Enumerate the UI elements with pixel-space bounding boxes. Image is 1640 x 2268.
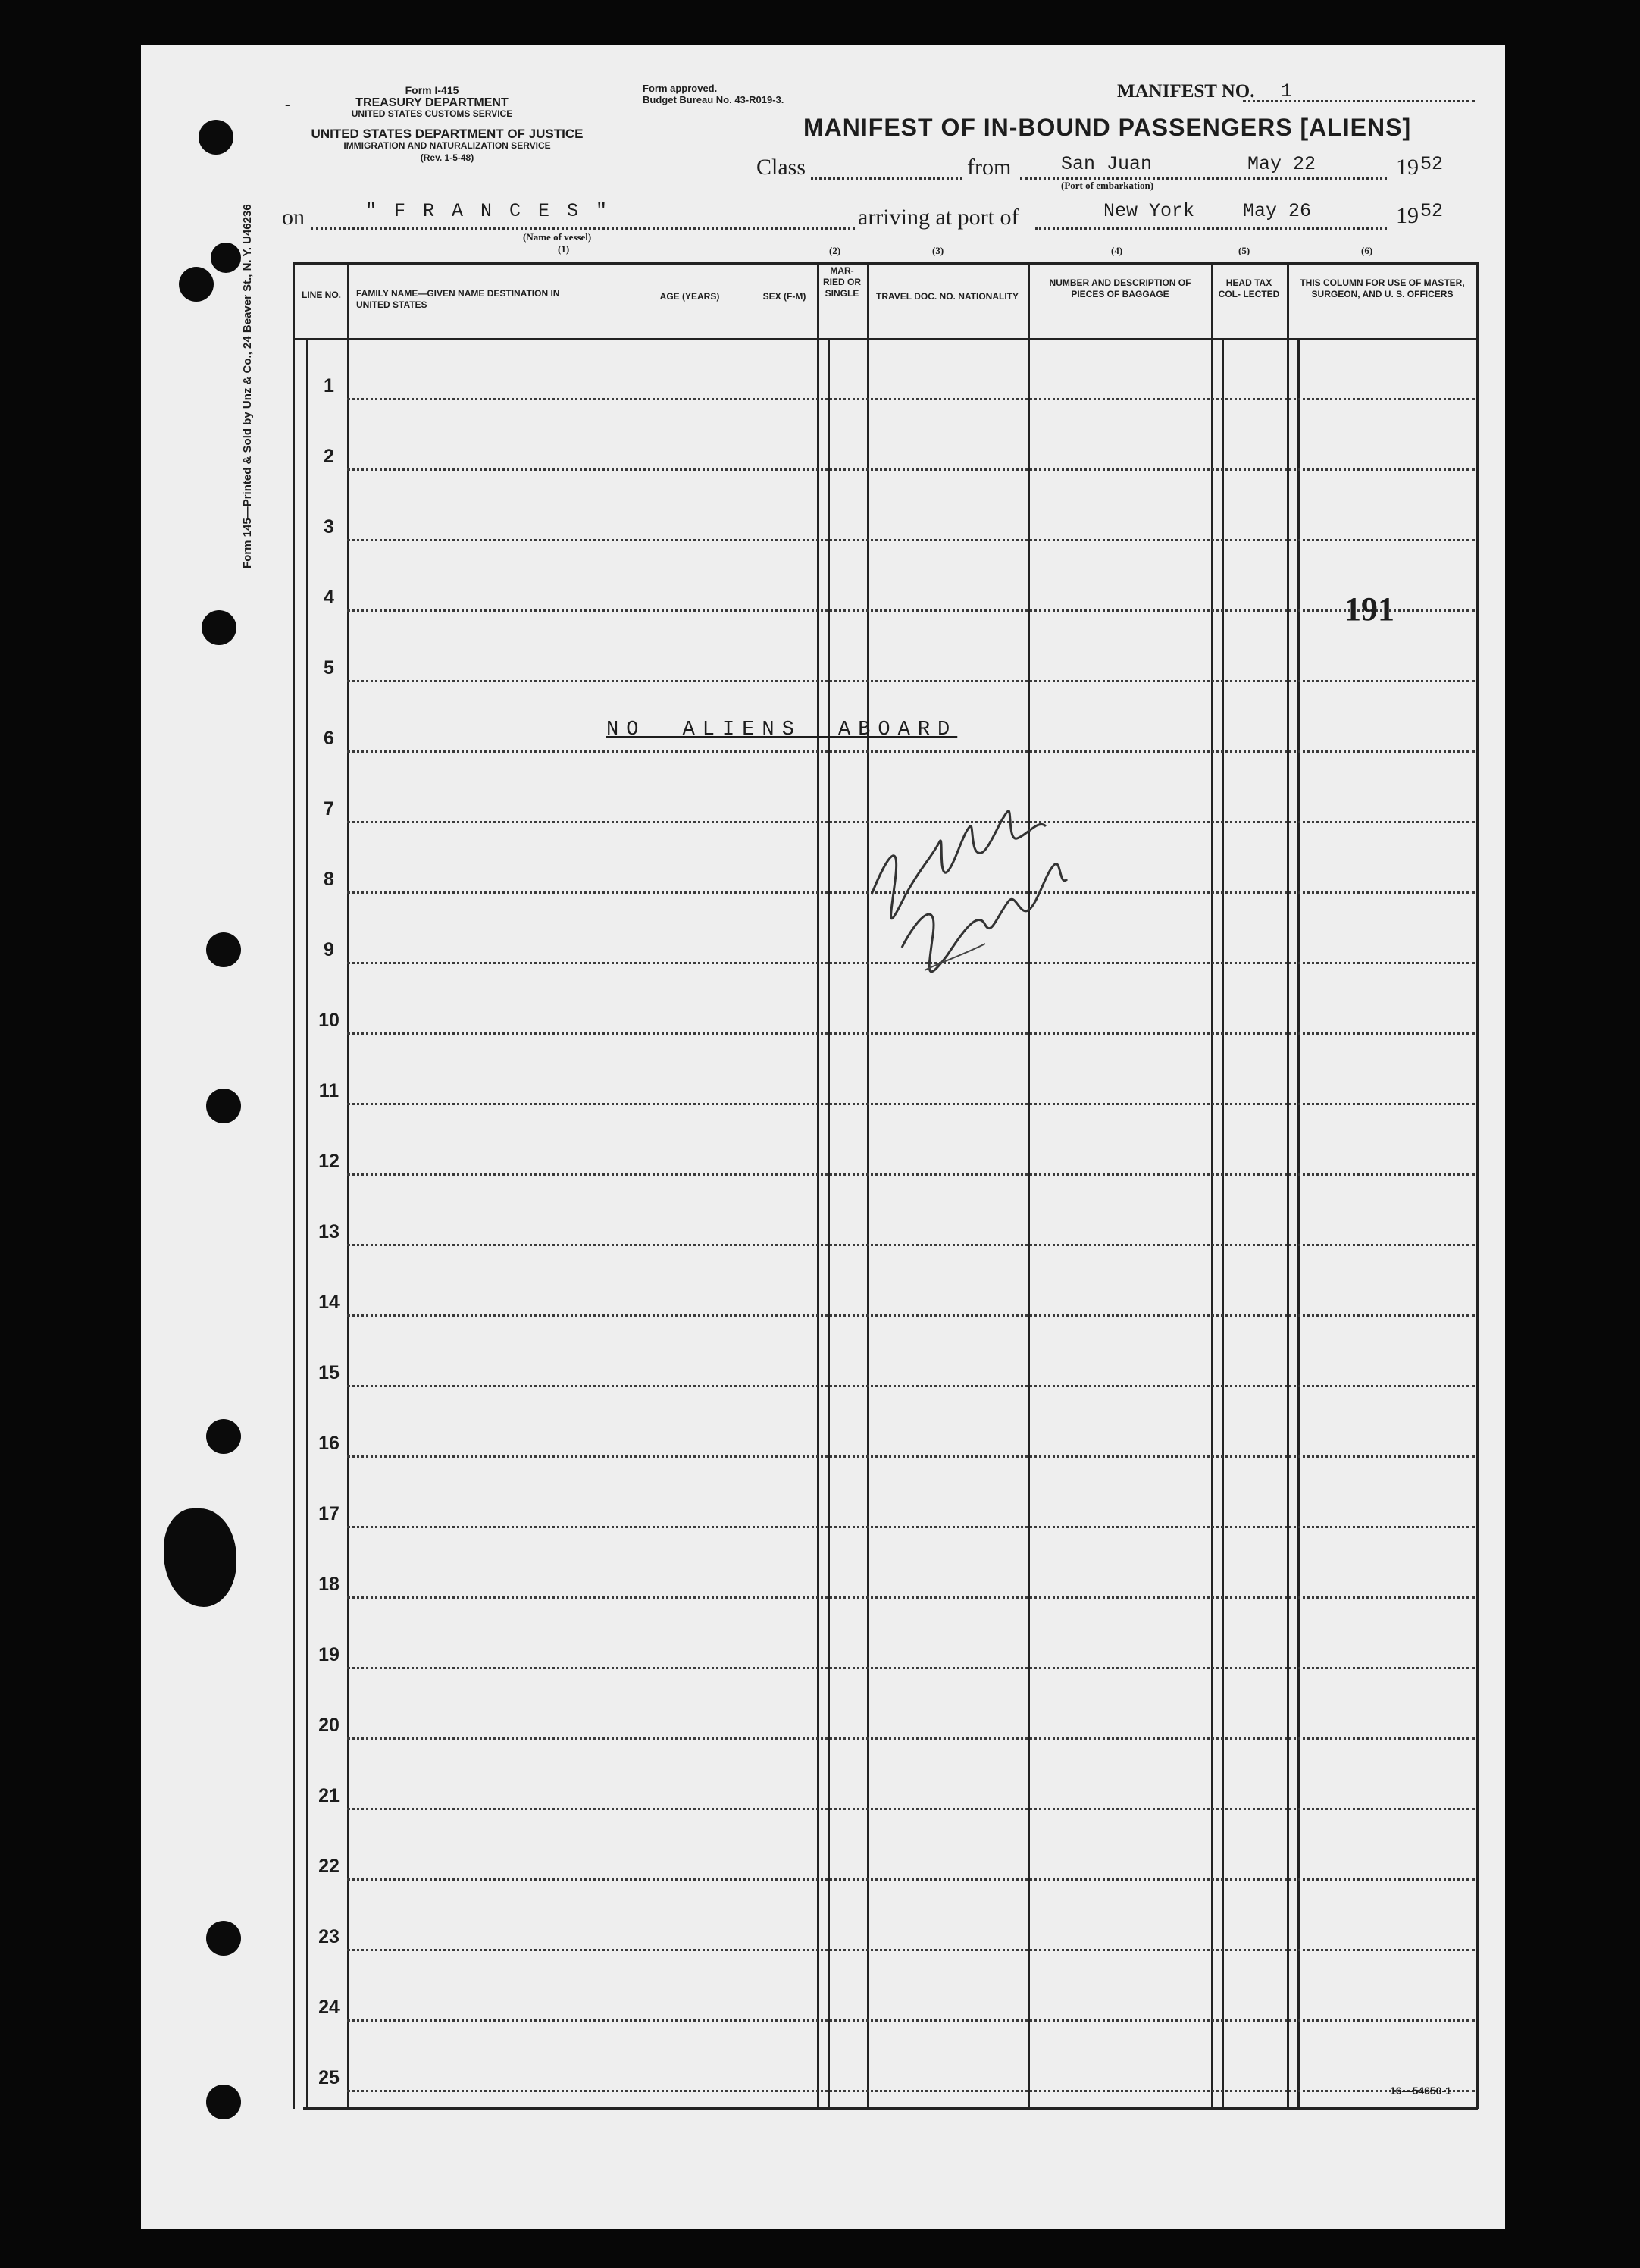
row-number: 5 [324,657,334,678]
arrival-date: May 26 [1243,200,1312,222]
revision: (Rev. 1-5-48) [420,152,474,163]
row-number: 6 [324,728,334,749]
col-header-baggage: NUMBER AND DESCRIPTION OF PIECES OF BAGGAGE [1049,277,1191,299]
row-entry-line [347,1949,1475,1951]
justice-dept: UNITED STATES DEPARTMENT OF JUSTICE [311,127,584,141]
row-entry-line [347,1667,1475,1669]
col-header-officers-use: THIS COLUMN FOR USE OF MASTER, SURGEON, AND U. S. OFFICERS [1300,277,1465,299]
col-header-name: FAMILY NAME—GIVEN NAME DESTINATION IN UNITED STATES [356,288,560,310]
binder-hole [202,610,236,645]
from-label: from [967,155,1012,180]
manifest-number: 1 [1281,80,1293,102]
binder-hole [206,932,241,967]
row-number: 12 [318,1151,340,1172]
row-number: 16 [318,1433,340,1454]
binder-hole [206,1921,241,1956]
col-header-age: AGE (YEARS) [659,291,720,302]
ins-service: IMMIGRATION AND NATURALIZATION SERVICE [343,140,551,151]
row-number: 13 [318,1221,340,1242]
row-number: 23 [318,1926,340,1947]
row-entry-line [347,1737,1475,1740]
col-header-line-no: LINE NO. [301,290,341,300]
row-number: 10 [318,1010,340,1031]
col-6-number: (6) [1361,245,1373,256]
row-number: 19 [318,1644,340,1665]
port-of-embarkation: San Juan [1061,153,1153,175]
vessel-caption: (Name of vessel) [523,231,592,243]
table-bottom-border [303,2107,1478,2110]
row-entry-line [347,398,1475,400]
border-right [1476,262,1479,2109]
binder-hole [211,243,241,273]
form-approved: Form approved. [643,83,718,94]
budget-bureau: Budget Bureau No. 43-R019-3. [643,94,784,105]
vessel-col-no: (1) [558,243,570,255]
arrival-port: New York [1103,200,1195,222]
binder-hole [206,1089,241,1123]
year1: 52 [1420,153,1444,175]
row-number: 8 [324,869,334,890]
row-number: 24 [318,1997,340,2018]
col-header-head-tax: HEAD TAX COL- LECTED [1218,277,1280,299]
row-entry-line [347,680,1475,682]
row-number: 18 [318,1574,340,1595]
embarkation-caption: (Port of embarkation) [1061,180,1154,191]
arrival-line [1035,227,1387,230]
col-header-married: MAR- RIED OR SINGLE [822,265,861,299]
on-label: on [282,205,305,230]
no-aliens-notice: NO ALIENS ABOARD [606,719,958,741]
col-header-sex: SEX (F-M) [762,291,806,302]
vessel-name: " F R A N C E S " [365,200,611,222]
row-entry-line [347,539,1475,541]
row-number: 22 [318,1856,340,1877]
row-number: 2 [324,446,334,467]
border-left [293,262,295,2109]
row-entry-line [347,2019,1475,2022]
row-number: 20 [318,1715,340,1736]
row-entry-line [347,1526,1475,1528]
year1-prefix: 19 [1396,155,1419,180]
footer-code: 16—54650-1 [1390,2085,1451,2097]
row-number: 4 [324,587,334,608]
col-2-number: (2) [829,245,841,256]
row-entry-line [347,609,1475,612]
col-5-number: (5) [1238,245,1250,256]
page-title: MANIFEST OF IN-BOUND PASSENGERS [ALIENS] [803,114,1412,141]
row-entry-line [347,1103,1475,1105]
row-number: 1 [324,375,334,396]
row-entry-line [347,1385,1475,1387]
row-entry-line [347,1032,1475,1035]
col-divider-married-inner [828,338,830,2109]
vessel-line [311,227,855,230]
row-entry-line [347,1314,1475,1317]
row-entry-line [347,2090,1475,2092]
binder-hole [179,267,214,302]
row-entry-line [347,468,1475,471]
stamp-number: 191 [1344,590,1394,628]
row-number: 7 [324,798,334,819]
printer-imprint: Form 145—Printed & Sold by Unz & Co., 24 Beaver St., N. Y. U46236 [241,204,254,569]
row-entry-line [347,1596,1475,1599]
row-number: 17 [318,1503,340,1524]
col-header-travel-doc: TRAVEL DOC. NO. NATIONALITY [876,291,1019,302]
row-number: 14 [318,1292,340,1313]
row-number: 25 [318,2067,340,2088]
class-line [811,177,962,180]
ink-blot [164,1508,236,1607]
treasury-dept: TREASURY DEPARTMENT [355,96,509,109]
row-number: 11 [318,1080,340,1101]
header-bottom-border [293,338,1478,340]
row-number: 15 [318,1362,340,1383]
year2-prefix: 19 [1396,203,1419,228]
row-entry-line [347,1808,1475,1810]
manifest-no-label: MANIFEST NO. [1117,81,1255,102]
col-divider-use-inner [1297,338,1300,2109]
row-entry-line [347,750,1475,753]
binder-hole [199,120,233,155]
col-3-number: (3) [932,245,944,256]
form-number: Form I-415 [405,84,459,96]
binder-hole [206,1419,241,1454]
table-top-border [293,262,1478,265]
year2: 52 [1420,200,1444,222]
row-entry-line [347,1244,1475,1246]
departure-date: May 22 [1247,153,1316,175]
class-label: Class [756,155,806,180]
binder-hole [206,2085,241,2119]
col-4-number: (4) [1111,245,1123,256]
customs-service: UNITED STATES CUSTOMS SERVICE [351,108,513,119]
row-number: 9 [324,939,334,960]
row-entry-line [347,1455,1475,1458]
manifest-page [141,45,1505,2229]
row-number: 3 [324,516,334,537]
arriving-label: arriving at port of [858,205,1019,230]
row-number: 21 [318,1785,340,1806]
handwritten-signature [856,788,1084,1016]
row-entry-line [347,1173,1475,1176]
manifest-no-line [1243,100,1475,102]
col-divider-tax-inner [1222,338,1224,2109]
margin-mark: - [285,96,290,113]
row-entry-line [347,1878,1475,1881]
